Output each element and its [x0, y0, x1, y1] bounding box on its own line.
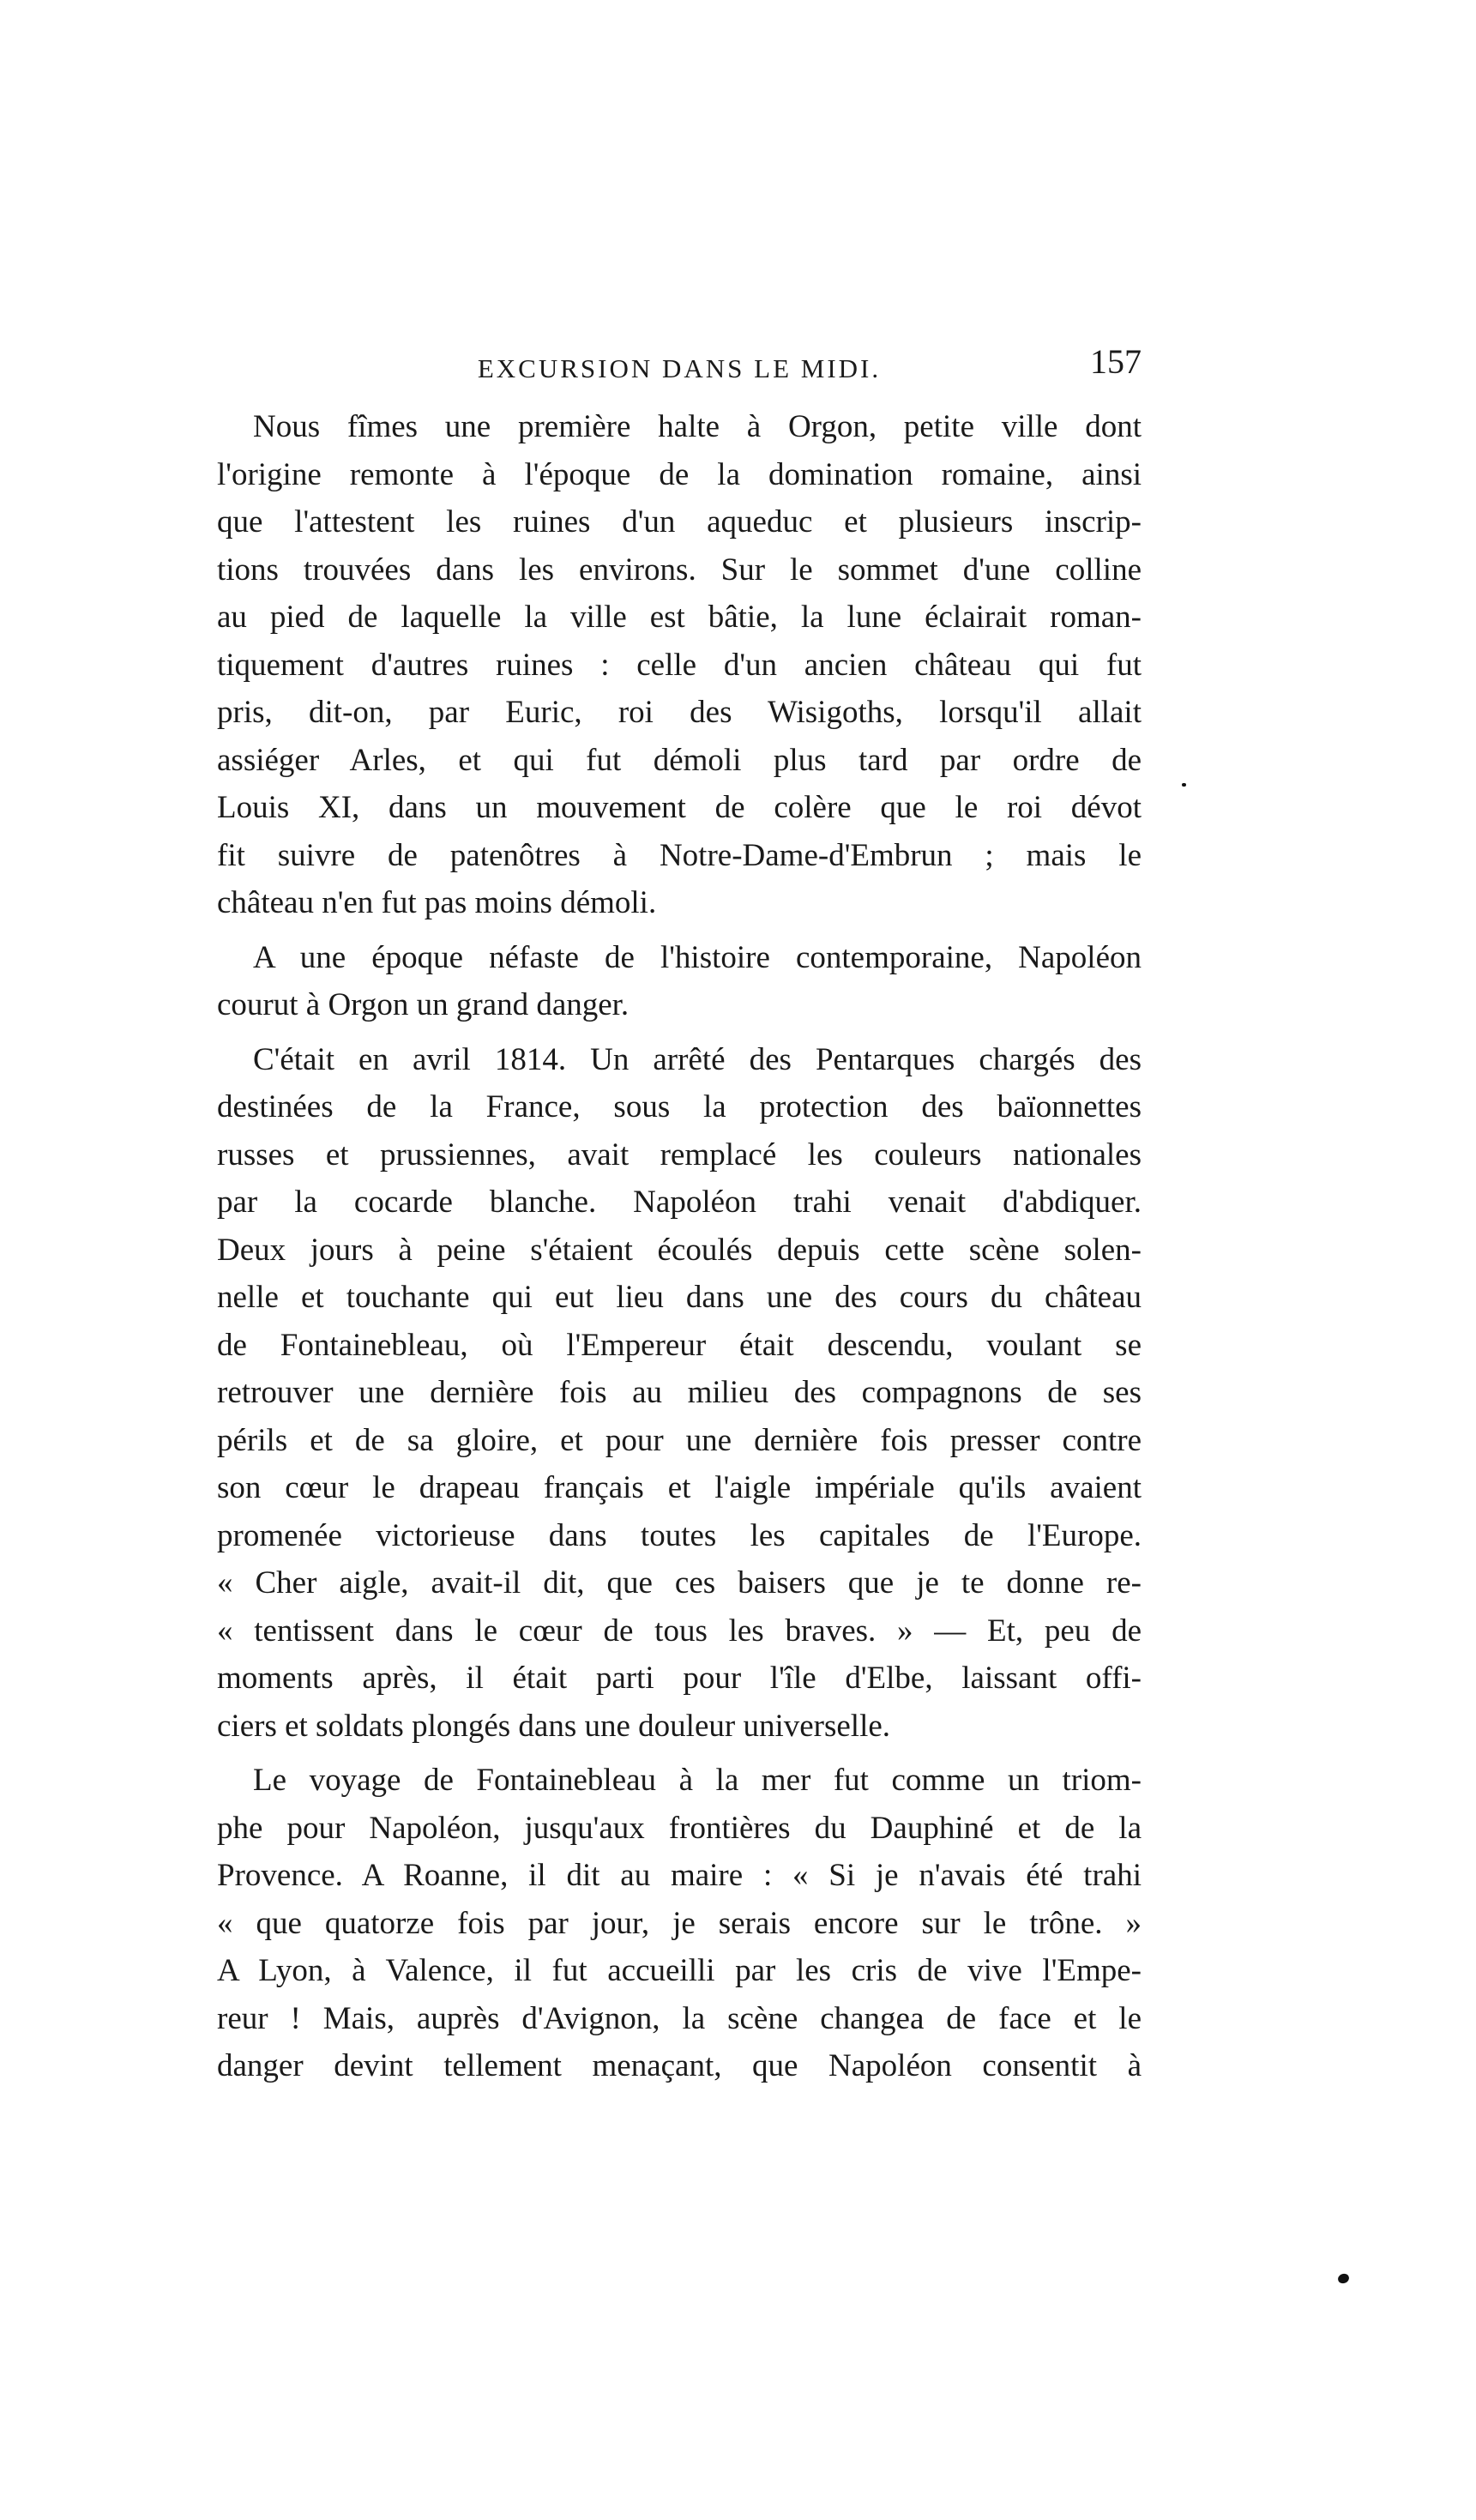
text-line: Provence. A Roanne, il dit au maire : « Si je n'avais été trahi: [217, 1858, 1142, 1893]
text-line: A une époque néfaste de l'histoire contemporaine, Napoléon: [253, 939, 1142, 975]
text-line: retrouver une dernière fois au milieu des compagnons de ses: [217, 1375, 1142, 1410]
text-line: que l'attestent les ruines d'un aqueduc et plusieurs inscrip-: [217, 504, 1142, 540]
text-line: assiéger Arles, et qui fut démoli plus tard par ordre de: [217, 742, 1142, 778]
running-title: EXCURSION DANS LE MIDI.: [477, 353, 882, 383]
text-line: russes et prussiennes, avait remplacé les couleurs nationales: [217, 1136, 1142, 1173]
text-line: par la cocarde blanche. Napoléon trahi venait d'abdiquer.: [217, 1185, 1142, 1220]
text-line: « tentissent dans le cœur de tous les braves. » — Et, peu de: [217, 1613, 1142, 1649]
ink-speck-mark: [1182, 783, 1186, 787]
ink-blot-mark: [1337, 2272, 1351, 2285]
page-number: 157: [1090, 342, 1142, 381]
text-line: pris, dit-on, par Euric, roi des Wisigoths, lorsqu'il allait: [217, 695, 1142, 730]
text-line: courut à Orgon un grand danger.: [217, 987, 630, 1022]
text-line: fit suivre de patenôtres à Notre-Dame-d'Embrun ; mais le: [217, 837, 1142, 873]
paragraph-april-1814: [217, 1036, 1142, 1751]
text-line: C'était en avril 1814. Un arrêté des Pentarques chargés des: [253, 1041, 1142, 1077]
text-line: reur ! Mais, auprès d'Avignon, la scène changea de face et le: [217, 2000, 1142, 2036]
text-line: « Cher aigle, avait-il dit, que ces baisers que je te donne re-: [217, 1565, 1142, 1601]
text-line: moments après, il était parti pour l'île d'Elbe, laissant offi-: [217, 1661, 1142, 1696]
text-line: l'origine remonte à l'époque de la domination romaine, ainsi: [217, 456, 1142, 492]
text-line: tions trouvées dans les environs. Sur le sommet d'une colline: [217, 552, 1142, 588]
text-line: « que quatorze fois par jour, je serais encore sur le trône. »: [217, 1905, 1142, 1941]
paragraph-voyage: [217, 1757, 1142, 2090]
text-line: au pied de laquelle la ville est bâtie, la lune éclairait roman-: [217, 600, 1142, 635]
text-line: danger devint tellement menaçant, que Napoléon consentit à: [217, 2048, 1142, 2083]
text-line: Nous fîmes une première halte à Orgon, petite ville dont: [253, 409, 1142, 444]
text-line: Deux jours à peine s'étaient écoulés depuis cette scène solen-: [217, 1232, 1142, 1268]
text-line: nelle et touchante qui eut lieu dans une des cours du château: [217, 1280, 1142, 1315]
body-text: [217, 403, 1142, 2097]
running-head: [217, 341, 1142, 393]
text-line: ciers et soldats plongés dans une douleur universelle.: [217, 1708, 891, 1744]
text-line: promenée victorieuse dans toutes les capitales de l'Europe.: [217, 1517, 1142, 1553]
text-line: A Lyon, à Valence, il fut accueilli par les cris de vive l'Empe-: [217, 1953, 1142, 1988]
text-line: périls et de sa gloire, et pour une dernière fois presser contre: [217, 1422, 1142, 1458]
text-line: de Fontainebleau, où l'Empereur était descendu, voulant se: [217, 1327, 1142, 1363]
text-line: château n'en fut pas moins démoli.: [217, 885, 657, 920]
text-line: phe pour Napoléon, jusqu'aux frontières du Dauphiné et de la: [217, 1810, 1142, 1846]
paragraph-napoleon-danger: [217, 934, 1142, 1029]
text-line: son cœur le drapeau français et l'aigle impériale qu'ils avaient: [217, 1470, 1142, 1505]
text-line: tiquement d'autres ruines : celle d'un ancien château qui fut: [217, 647, 1142, 683]
text-line: Louis XI, dans un mouvement de colère que le roi dévot: [217, 790, 1142, 825]
text-line: destinées de la France, sous la protection des baïonnettes: [217, 1089, 1142, 1124]
text-line: Le voyage de Fontainebleau à la mer fut comme un triom-: [253, 1763, 1142, 1798]
paragraph-orgon-arrival: [217, 403, 1142, 927]
